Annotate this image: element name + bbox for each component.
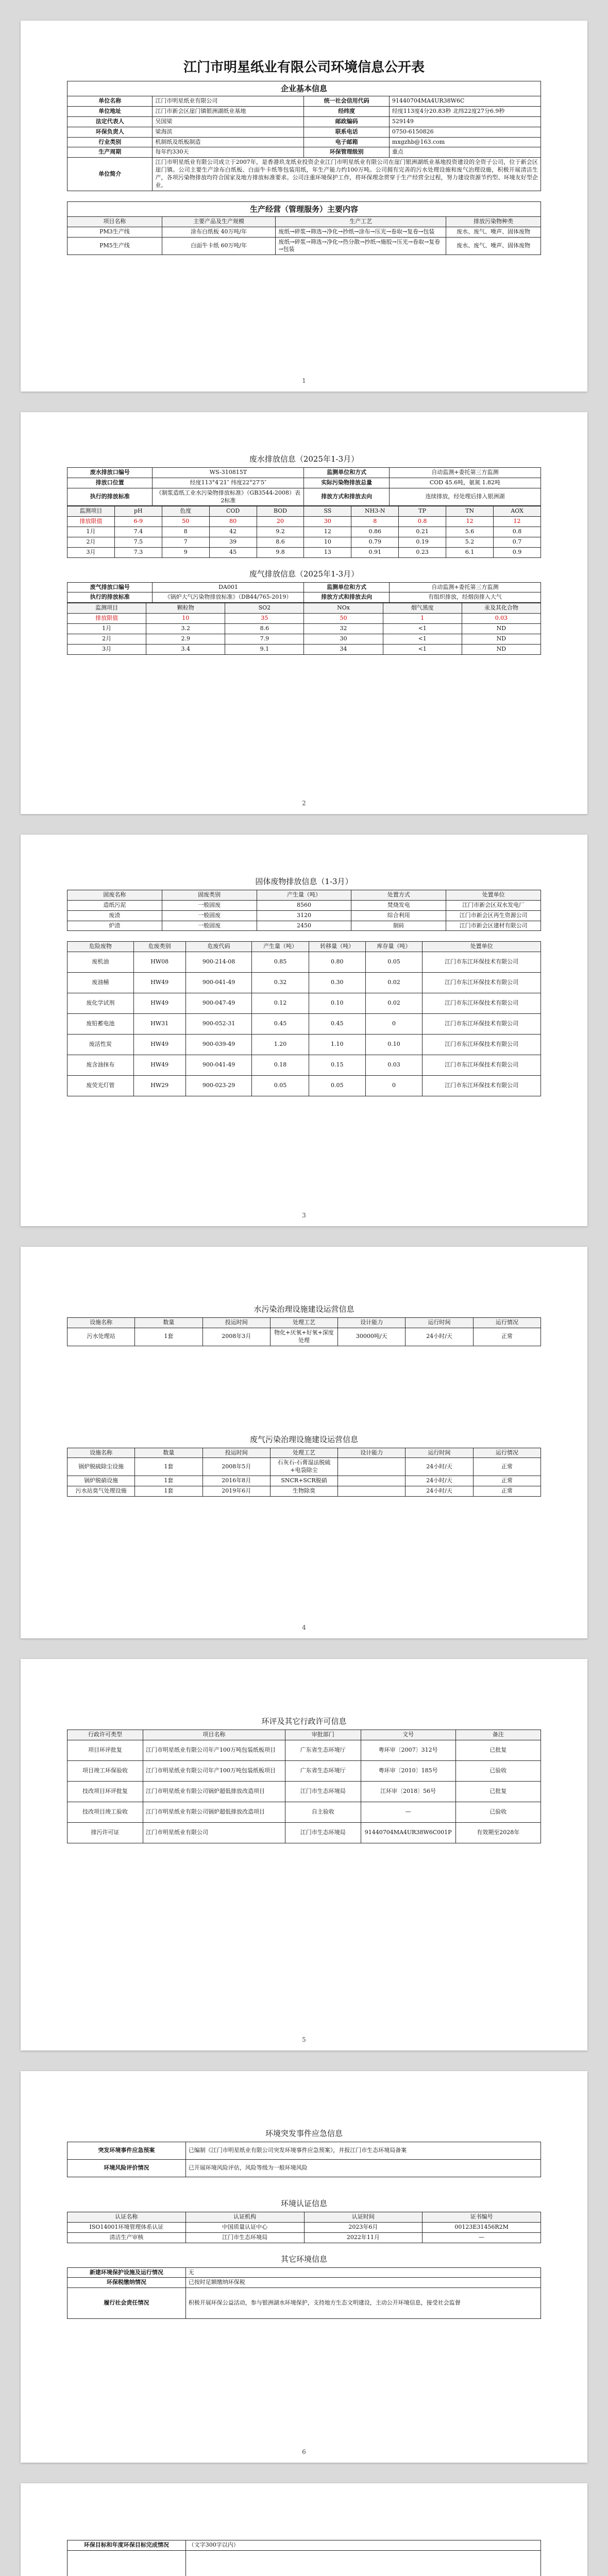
exhaust-info-table: [67, 582, 541, 603]
permit-table: [67, 1730, 541, 1843]
table-row: 履行社会责任情况 积极开展环保公益活动，参与银洲湖水环境保护，支持地方生态文明建设，主动公开环境信息，接受社会监督: [67, 2288, 541, 2319]
table-row: 废活性炭 HW49 900-039-49 1.20 1.10 0.10 江门市东江环保技术有限公司: [67, 1035, 541, 1055]
solid-waste-title: 固体废物排放信息（1-3月）: [255, 877, 353, 886]
intro-row: 单位简介 江门市明星纸业有限公司成立于2007年，是香港玖龙纸业投资企业江门市明星纸业有限公司在崖门银洲湖纸业基地投资建设的全资子公司，位于新会区崖门镇。公司主要生产涂布白纸板、白面牛卡纸等包装用纸，年生产能力约100万吨。公司拥有完善的污水处理设施和废气治理设施，积极开展清洁生产，各项污染物排放均符合国家及地方排放标准要求。公司注重环境保护工作，将环保理念贯穿于生产经营全过程，努力建设资源节约型、环境友好型企业。: [67, 158, 541, 191]
wastewater-data-table: [67, 506, 541, 557]
page-7: [21, 2483, 587, 2576]
table-row: 锅炉脱硝设施 1套 2016年8月 SNCR+SCR脱硝 24小时/天 正常: [67, 1476, 541, 1486]
page-3: [21, 835, 587, 1226]
production-table: [67, 201, 541, 256]
basic-info-table: [67, 81, 541, 191]
table-row: 废机油 HW08 900-214-08 0.85 0.80 0.05 江门市东江环保技术有限公司: [67, 952, 541, 973]
other-info-title: 其它环境信息: [280, 2254, 327, 2264]
table-row: 3月 7.3 9 45 9.8 13 0.91 0.23 6.1 0.9: [67, 547, 541, 557]
table-row: 废渣 一般固废 3120 综合利用 江门市新会区再生资源公司: [67, 910, 541, 921]
table-row: 炉渣 一般固废 2450 制砖 江门市新会区建材有限公司: [67, 921, 541, 931]
wastewater-title: 废水排放信息（2025年1-3月）: [249, 454, 359, 464]
page-number: 1: [302, 377, 306, 384]
basic-section-title: 企业基本信息: [67, 81, 541, 96]
table-row: 环保负责人 梁海滨 联系电话 0750-6150826: [67, 127, 541, 137]
table-row: 锅炉脱硫除尘设施 1套 2008年5月 石灰石-石膏湿法脱硫+电袋除尘 24小时/天 正常: [67, 1458, 541, 1476]
emergency-title: 环境突发事件应急信息: [265, 2129, 343, 2138]
table-row: 废铅蓄电池 HW31 900-052-31 0.45 0.45 0 江门市东江环保技术有限公司: [67, 1014, 541, 1035]
wastewater-info-table: [67, 467, 541, 506]
production-section-title: 生产经营（管理服务）主要内容: [67, 201, 541, 216]
emergency-table: [67, 2142, 541, 2177]
table-row: 废气排放口编号 DA001 监测单位和方式 自动监测+委托第三方监测: [67, 582, 541, 592]
table-row: ISO14001环境管理体系认证 中国质量认证中心 2023年6月 00123E31456R2M: [67, 2222, 541, 2232]
exhaust-gas-title: 废气排放信息（2025年1-3月）: [249, 569, 359, 579]
table-header-row: 监测项目 颗粒物 SO2 NOx 烟气黑度 汞及其化合物: [67, 603, 541, 614]
table-row: 生产周期 每年约330天 环保管理级别 重点: [67, 147, 541, 158]
table-header-row: 危险废物 危废类别 危废代码 产生量（吨） 转移量（吨） 库存量（吨） 处置单位: [67, 942, 541, 952]
gas-facility-title: 废气污染治理设施建设运营信息: [249, 1434, 358, 1444]
table-row: 行业类别 机制纸及纸板制造 电子邮箱 mxgzhb@163.com: [67, 137, 541, 147]
solid-waste-table: [67, 890, 541, 931]
permit-title: 环评及其它行政许可信息: [261, 1717, 347, 1726]
table-row: 执行的排放标准 《制浆造纸工业水污染物排放标准》（GB3544-2008）表2标准 排放方式和排放去向 连续排放，经处理后排入银洲湖: [67, 488, 541, 506]
table-row: 清洁生产审核 江门市生态环境局 2022年11月 —: [67, 2232, 541, 2243]
table-header-row: 监测项目 pH 色度 COD BOD SS NH3-N TP TN AOX: [67, 506, 541, 517]
table-row: 新建环境保护设施及运行情况 无: [67, 2267, 541, 2278]
table-row: 2月 7.5 7 39 8.6 10 0.79 0.19 5.2 0.7: [67, 537, 541, 547]
environmental-goals-table: [67, 2540, 541, 2576]
table-row: PM5生产线 白面牛卡纸 60万吨/年 废纸→碎浆→筛选→净化→热分散→抄纸→施胶→压光→卷取→复卷→包装 废水、废气、噪声、固体废物: [67, 237, 541, 255]
table-header-row: 认证名称 认证机构 认证时间 证书编号: [67, 2212, 541, 2223]
table-row: 造纸污泥 一般固废 8560 焚烧发电 江门市新会区双水发电厂: [67, 900, 541, 910]
page-number: 5: [302, 2036, 306, 2043]
table-row: 环保税缴纳情况 已按时足额缴纳环保税: [67, 2278, 541, 2288]
table-header-row: 固废名称 固废类别 产生量（吨） 处置方式 处置单位: [67, 890, 541, 901]
table-header-row: 项目名称 主要产品及生产规模 生产工艺 排放污染物种类: [67, 216, 541, 227]
page-4: [21, 1247, 587, 1638]
table-row: 单位地址 江门市新会区崖门镇银洲湖纸业基地 经纬度 经度113度4分20.83秒 北纬22度27分6.9秒: [67, 107, 541, 117]
gas-facility-table: [67, 1448, 541, 1497]
table-row: 单位名称 江门市明星纸业有限公司 统一社会信用代码 91440704MA4UR38W6C: [67, 96, 541, 107]
table-row: 环保目标和年度环保目标完成情况 （文字300字以内）: [67, 2540, 541, 2551]
table-row: 污水站臭气处理设施 1套 2019年6月 生物除臭 24小时/天 正常: [67, 1486, 541, 1496]
limit-row: 排放限值 10 35 50 1 0.03: [67, 614, 541, 624]
table-row: 排放口位置 经度113°4′21″ 纬度22°27′5″ 实际污染物排放总量 COD 45.6吨，氨氮 1.82吨: [67, 478, 541, 488]
table-row: 技改项目环评批复 江门市明星纸业有限公司锅炉超低排放改造项目 江门市生态环境局 江环审〔2018〕56号 已批复: [67, 1781, 541, 1802]
other-info-table: [67, 2267, 541, 2319]
table-row: 1月 3.2 8.6 32 <1 ND: [67, 623, 541, 634]
table-row: 废油桶 HW49 900-041-49 0.32 0.30 0.02 江门市东江环保技术有限公司: [67, 973, 541, 993]
water-facility-table: [67, 1317, 541, 1346]
document-title: 江门市明星纸业有限公司环境信息公开表: [183, 60, 425, 75]
table-row: 项目环评批复 江门市明星纸业有限公司年产100万吨包装纸板项目 广东省生态环境厅 粤环审〔2007〕312号 已批复: [67, 1740, 541, 1760]
table-row: 废荧光灯管 HW29 900-023-29 0.05 0.05 0 江门市东江环保技术有限公司: [67, 1076, 541, 1096]
table-row: 1月 7.4 8 42 9.2 12 0.86 0.21 5.6 0.8: [67, 527, 541, 537]
limit-row: 排放限值 6-9 50 80 20 30 8 0.8 12 12: [67, 517, 541, 527]
table-row: 排污许可证 江门市明星纸业有限公司 江门市生态环境局 91440704MA4UR38W6C001P 有效期至2028年: [67, 1822, 541, 1843]
table-row: 废化学试剂 HW49 900-047-49 0.12 0.10 0.02 江门市东江环保技术有限公司: [67, 993, 541, 1014]
table-row: 技改项目竣工验收 江门市明星纸业有限公司锅炉超低排放改造项目 自主验收 — 已验收: [67, 1802, 541, 1822]
table-row: 环境风险评价情况 已开展环境风险评估，风险等级为一般环境风险: [67, 2160, 541, 2177]
table-header-row: 设施名称 数量 投运时间 处理工艺 设计能力 运行时间 运行情况: [67, 1448, 541, 1458]
table-row: 废水排放口编号 WS-310815T 监测单位和方式 自动监测+委托第三方监测: [67, 468, 541, 478]
exhaust-data-table: [67, 603, 541, 654]
certification-title: 环境认证信息: [280, 2199, 327, 2208]
page-1: [21, 21, 587, 392]
page-number: 4: [302, 1624, 306, 1631]
table-row: 2月 2.9 7.9 30 <1 ND: [67, 634, 541, 644]
table-row: 污水处理站 1套 2008年3月 物化+厌氧+好氧+深度处理 30000吨/天 24小时/天 正常: [67, 1328, 541, 1346]
table-header-row: 行政许可类型 项目名称 审批部门 文号 备注: [67, 1730, 541, 1740]
company-intro: 江门市明星纸业有限公司成立于2007年，是香港玖龙纸业投资企业江门市明星纸业有限公司在崖门银洲湖纸业基地投资建设的全资子公司，位于新会区崖门镇。公司主要生产涂布白纸板、白面牛卡纸等包装用纸，年生产能力约100万吨。公司拥有完善的污水处理设施和废气治理设施，积极开展清洁生产，各项污染物排放均符合国家及地方排放标准要求。公司注重环境保护工作，将环保理念贯穿于生产经营全过程，努力建设资源节约型、环境友好型企业。: [153, 158, 541, 191]
table-row: 项目竣工环保验收 江门市明星纸业有限公司年产100万吨包装纸板项目 广东省生态环境厅 粤环审〔2010〕185号 已验收: [67, 1760, 541, 1781]
water-facility-title: 水污染治理设施建设运营信息: [254, 1304, 354, 1314]
page-number: 3: [302, 1212, 306, 1219]
table-row: 突发环境事件应急预案 已编制《江门市明星纸业有限公司突发环境事件应急预案》，并报江门市生态环境局备案: [67, 2142, 541, 2160]
table-header-row: 设施名称 数量 投运时间 处理工艺 设计能力 运行时间 运行情况: [67, 1318, 541, 1328]
page-number: 6: [302, 2448, 306, 2455]
table-row: 废含油抹布 HW49 900-041-49 0.18 0.15 0.03 江门市东江环保技术有限公司: [67, 1055, 541, 1076]
page-number: 2: [302, 800, 306, 807]
certification-table: [67, 2212, 541, 2243]
table-row: 执行的排放标准 《锅炉大气污染物排放标准》（DB44/765-2019） 排放方式和排放去向 有组织排放，经烟囱排入大气: [67, 592, 541, 603]
page-5: [21, 1659, 587, 2050]
table-row: [67, 2550, 541, 2576]
table-row: PM3生产线 涂布白纸板 40万吨/年 废纸→碎浆→筛选→净化→抄纸→涂布→压光→卷取→复卷→包装 废水、废气、噪声、固体废物: [67, 227, 541, 237]
table-row: 法定代表人 吴国梁 邮政编码 529149: [67, 116, 541, 127]
hazardous-waste-table: [67, 941, 541, 1096]
table-row: 3月 3.4 9.1 34 <1 ND: [67, 644, 541, 654]
page-6: [21, 2071, 587, 2463]
page-2: [21, 412, 587, 814]
